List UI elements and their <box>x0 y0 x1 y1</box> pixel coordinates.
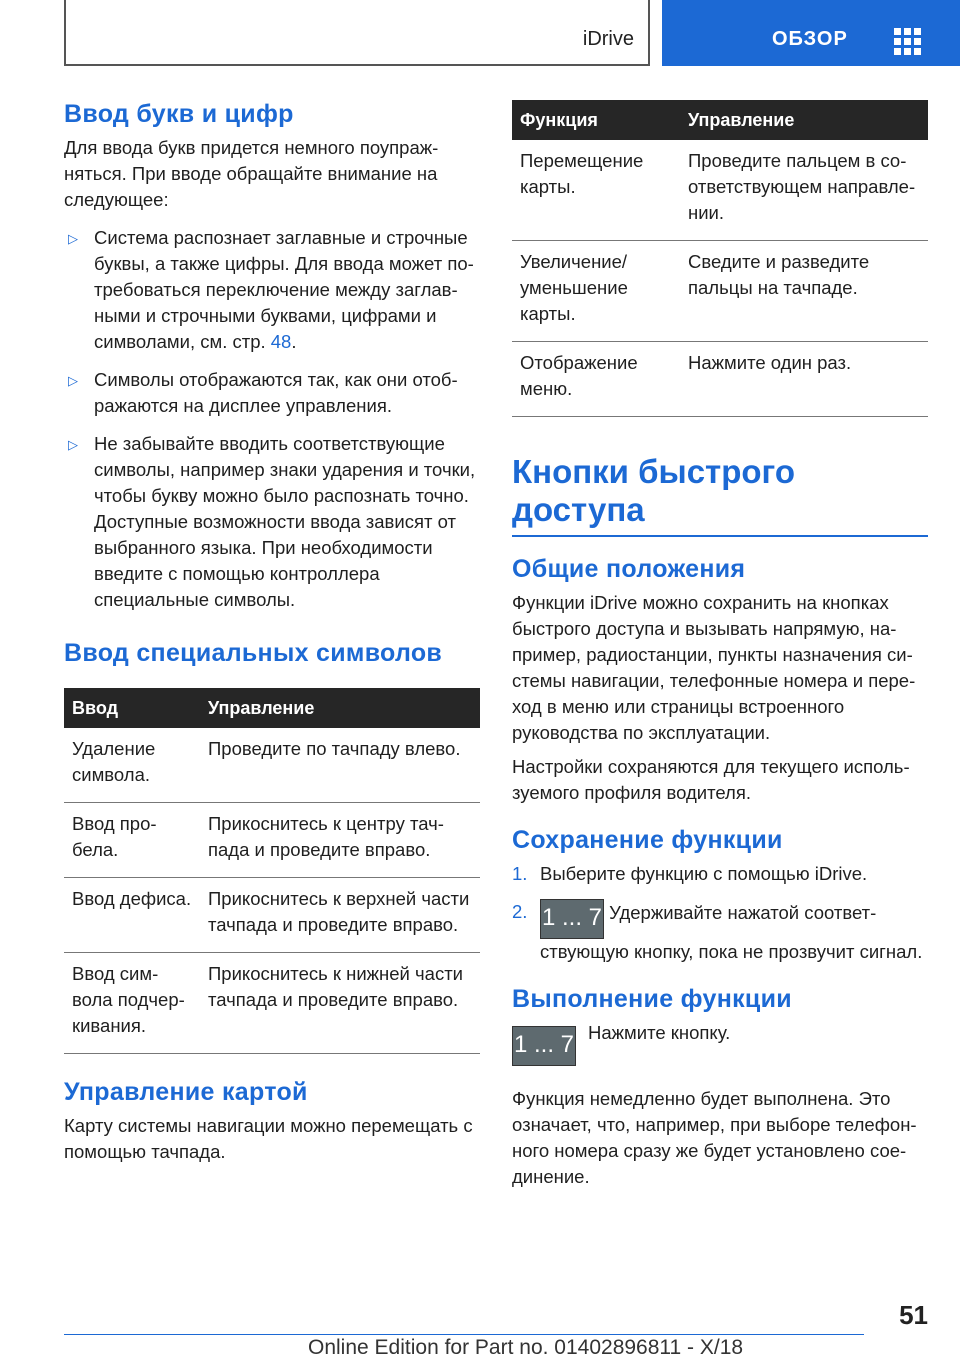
save-steps <box>512 861 928 965</box>
list-item: ▷ Символы отображаются так, как они отображаются на дисплее управления. <box>68 369 458 416</box>
page-number: 51 <box>899 1300 928 1330</box>
triangle-bullet-icon: ▷ <box>68 231 78 246</box>
table-row: Ввод символа подчеркивания. Прикоснитесь к нижней части тачпада и проведите вправо. <box>64 953 480 1054</box>
execute-block <box>512 1022 928 1074</box>
table-header: Управление <box>680 100 928 140</box>
table-row: Удаление символа. Проведите по тачпаду влево. <box>64 728 480 803</box>
execute-paragraph: Функция немедленно будет выполнена. Это означает, что, например, при выборе телефонного номера сразу же будет установлено соединение. <box>512 1088 917 1187</box>
right-column <box>512 100 928 1190</box>
footer-edition: Online Edition for Part no. 01402896811 - X/18 <box>308 1336 744 1359</box>
table-row: Ввод пробела. Прикоснитесь к центру тачпада и проведите вправо. <box>64 803 480 878</box>
section-title-special-symbols: Ввод специальных символов <box>64 639 443 667</box>
table-row: Увеличение/ уменьшение карты. Сведите и разведите пальцы на тачпаде. <box>512 241 928 342</box>
table-header: Функция <box>512 100 680 140</box>
header-section-box <box>64 0 650 66</box>
header-tab-overview[interactable] <box>662 0 960 66</box>
table-row: Перемещение карты. Проведите пальцем в соответствующем направлении. <box>512 140 928 241</box>
section-title-letters-digits: Ввод букв и цифр <box>64 100 294 128</box>
header-tab-label: ОБЗОР <box>772 28 848 50</box>
table-header: Ввод <box>64 688 200 728</box>
list-item: ▷ Система распознает заглавные и строчные буквы, а также цифры. Для ввода может потребоваться переключение между заглавными и строчными буквами, цифрами и символами, см. стр. 48. <box>68 227 474 352</box>
step-number: 1. <box>512 863 528 884</box>
press-button-text: Нажмите кнопку. <box>588 1022 731 1043</box>
special-symbols-table <box>64 688 480 1054</box>
table-row: Ввод дефиса. Прикоснитесь к верхней части тачпада и проведите вправо. <box>64 878 480 953</box>
triangle-bullet-icon: ▷ <box>68 437 78 452</box>
map-functions-table <box>512 100 928 417</box>
chapter-title-quick-access: Кнопки быстрого доступа <box>512 453 928 537</box>
header-section-label: iDrive <box>582 28 634 50</box>
list-item: 2. 1 ... 7 Удерживайте нажатой соответствующую кнопку, пока не прозвучит сигнал. <box>512 901 923 962</box>
map-control-text: Карту системы навигации можно перемещать с помощью тачпада. <box>64 1115 473 1162</box>
triangle-bullet-icon: ▷ <box>68 373 78 388</box>
section-title-general: Общие положения <box>512 555 746 583</box>
left-column <box>64 100 480 1165</box>
grid-icon <box>894 28 922 56</box>
favorite-buttons-image: 1 ... 7 <box>540 899 604 939</box>
section-title-map-control: Управление картой <box>64 1078 308 1106</box>
table-row: Отображение меню. Нажмите один раз. <box>512 342 928 417</box>
section-title-execute-function: Выполнение функции <box>512 985 792 1013</box>
favorite-buttons-image: 1 ... 7 <box>512 1026 576 1066</box>
section-title-save-function: Сохранение функции <box>512 826 783 854</box>
general-paragraph-1: Функции iDrive можно сохранить на кнопках быстрого доступа и вызывать напрямую, например, радиостанции, пункты назначения системы навигации, телефонные номера и переход в меню или страницы встроенного руководства по эксплуатации. <box>512 592 916 743</box>
table-header: Управление <box>200 688 480 728</box>
step-number: 2. <box>512 901 528 922</box>
footer-divider <box>64 1334 864 1335</box>
list-item: 1. Выберите функцию с помощью iDrive. <box>512 861 928 887</box>
letters-bullets <box>64 225 480 613</box>
page-link[interactable]: 48 <box>270 331 292 352</box>
general-paragraph-2: Настройки сохраняются для текущего используемого профиля водителя. <box>512 756 910 803</box>
list-item: ▷ Не забывайте вводить соответствующие символы, например знаки ударения и точки, чтобы букву можно было распознать точно. Доступные возможности ввода зависят от выбранного языка. При необходимости введите с помощью контроллера специальные символы. <box>68 433 476 610</box>
letters-intro: Для ввода букв придется немного поупражняться. При вводе обращайте внимание на следующее: <box>64 137 439 210</box>
